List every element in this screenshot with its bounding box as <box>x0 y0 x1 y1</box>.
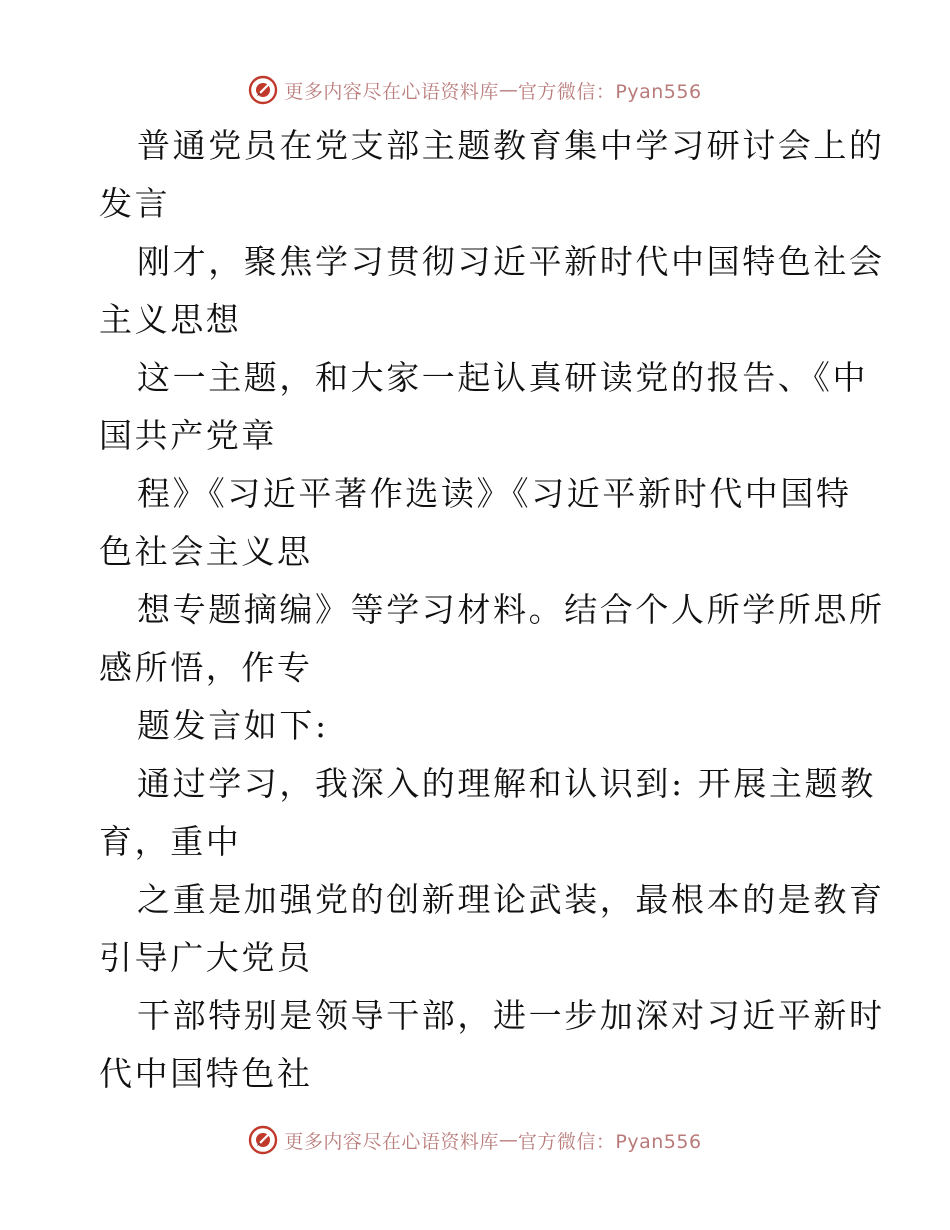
text-line: 感所悟，作专 <box>99 648 313 687</box>
watermark-site-text: 更多内容尽在心语资料库 <box>284 1130 499 1153</box>
watermark-wechat-text: 官方微信：Pyan556 <box>517 1130 702 1153</box>
text-line: 程》《习近平著作选读》《习近平新时代中国特 <box>137 474 852 513</box>
text-line: 之重是加强党的创新理论武装，最根本的是教育 <box>137 880 885 919</box>
text-line: 这一主题，和大家一起认真研读党的报告、《中 <box>137 358 869 397</box>
watermark-separator: — <box>498 1129 518 1151</box>
text-line: 主义思想 <box>99 300 242 339</box>
watermark-wechat-text: 官方微信：Pyan556 <box>517 80 702 103</box>
red-circular-logo-icon <box>248 1125 278 1155</box>
text-line: 刚才，聚焦学习贯彻习近平新时代中国特色社会 <box>137 242 885 281</box>
watermark-site-text: 更多内容尽在心语资料库 <box>284 80 499 103</box>
text-line: 代中国特色社 <box>99 1054 313 1093</box>
text-line: 国共产党章 <box>99 416 277 455</box>
text-line: 通过学习，我深入的理解和认识到: 开展主题教 <box>137 764 876 803</box>
text-line: 题发言如下: <box>137 706 329 745</box>
watermark-separator: — <box>498 79 518 101</box>
text-line: 育，重中 <box>99 822 242 861</box>
text-line: 干部特别是领导干部，进一步加深对习近平新时 <box>137 996 885 1035</box>
text-line: 想专题摘编》等学习材料。结合个人所学所思所 <box>137 590 885 629</box>
header-watermark <box>0 70 950 110</box>
text-line: 发言 <box>99 184 171 223</box>
text-line: 引导广大党员 <box>99 938 313 977</box>
text-line: 普通党员在党支部主题教育集中学习研讨会上的 <box>137 126 885 165</box>
text-line: 色社会主义思 <box>99 532 313 571</box>
footer-watermark <box>0 1120 950 1160</box>
document-body <box>99 117 885 1103</box>
red-circular-logo-icon <box>248 75 278 105</box>
